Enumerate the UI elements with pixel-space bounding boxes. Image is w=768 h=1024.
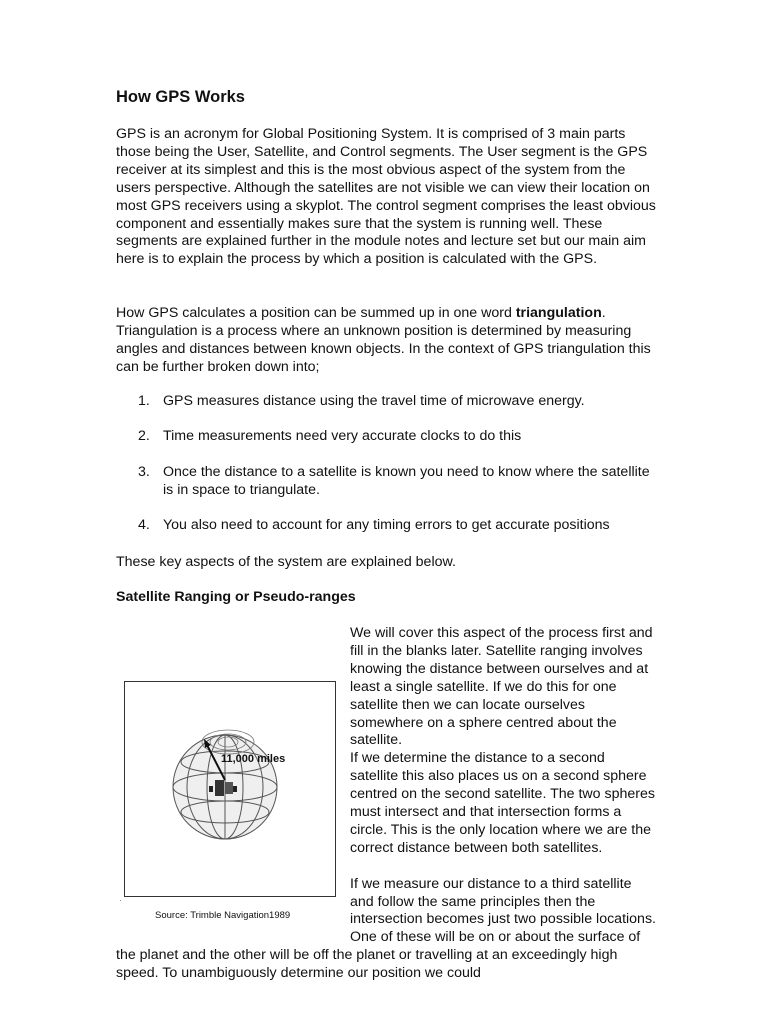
step-text: You also need to account for any timing errors to get accurate positions (163, 517, 610, 534)
list-item (116, 517, 656, 535)
distance-label: 11,000 miles (221, 753, 286, 765)
triangulation-text-before: How GPS calculates a position can be summed up in one word (116, 305, 516, 321)
figure-corner-mark: · (119, 896, 122, 905)
list-item (116, 428, 656, 446)
step-text: GPS measures distance using the travel time of microwave energy. (163, 393, 585, 409)
step-text: Once the distance to a satellite is known you need to know where the satellite is in space to triangulate. (163, 463, 650, 498)
triangulation-keyword: triangulation (515, 305, 602, 321)
section-paragraph-1: We will cover this aspect of the process first and fill in the blanks later. Satellite ranging involves knowing the distance between ourselves and at least a single satellite. If we do this for one satellite then we can locate ourselves somewhere on a sphere centred about the satellite. (350, 625, 653, 749)
step-text: Time measurements need very accurate clocks to do this (163, 428, 522, 445)
figure-caption: Source: Trimble Navigation1989 (155, 910, 291, 921)
section-paragraph-3: If we measure our distance to a third satellite and follow the same principles then the intersection becomes just two possible locations. One of these will be on or about the surface of the planet and the other will be off the planet or travelling at an exceedingly high speed. To unambiguously determine our position we could (116, 875, 656, 982)
intro-paragraph: GPS is an acronym for Global Positioning System. It is comprised of 3 main parts those being the User, Satellite, and Control segments. The User segment is the GPS receiver at its simplest and this is the most obvious aspect of the system from the users perspective. Although the satellites are not visible we can view their location on most GPS receivers using a skyplot. The control segment comprises the least obvious component and essentially makes sure that the system is running well. These segments are explained further in the module notes and lecture set but our main aim here is to explain the process by which a position is calculated with the GPS. (116, 126, 656, 268)
step-number: 4. (138, 517, 150, 534)
section-heading: Satellite Ranging or Pseudo-ranges (116, 589, 356, 605)
list-item (116, 393, 656, 411)
key-aspects-text: These key aspects of the system are explained below. (116, 554, 456, 570)
section-paragraph-2: If we determine the distance to a second satellite this also places us on a second sphere centred on the second satellite. The two spheres must intersect and that intersection forms a circle. This is the only location where we are the correct distance between both satellites. (350, 750, 655, 856)
step-number: 1. (138, 393, 150, 409)
step-number: 3. (138, 463, 150, 480)
step-number: 2. (138, 428, 150, 445)
triangulation-paragraph (116, 305, 656, 377)
steps-list (116, 393, 656, 553)
list-item (116, 464, 656, 500)
page-title: How GPS Works (116, 88, 245, 106)
earth-satellite-illustration (125, 682, 335, 896)
triangulation-text-after: . Triangulation is a process where an unknown position is determined by measuring angles and distances between known objects. In the context of GPS triangulation this can be further broken down into; (116, 305, 651, 375)
gps-figure (124, 681, 336, 897)
